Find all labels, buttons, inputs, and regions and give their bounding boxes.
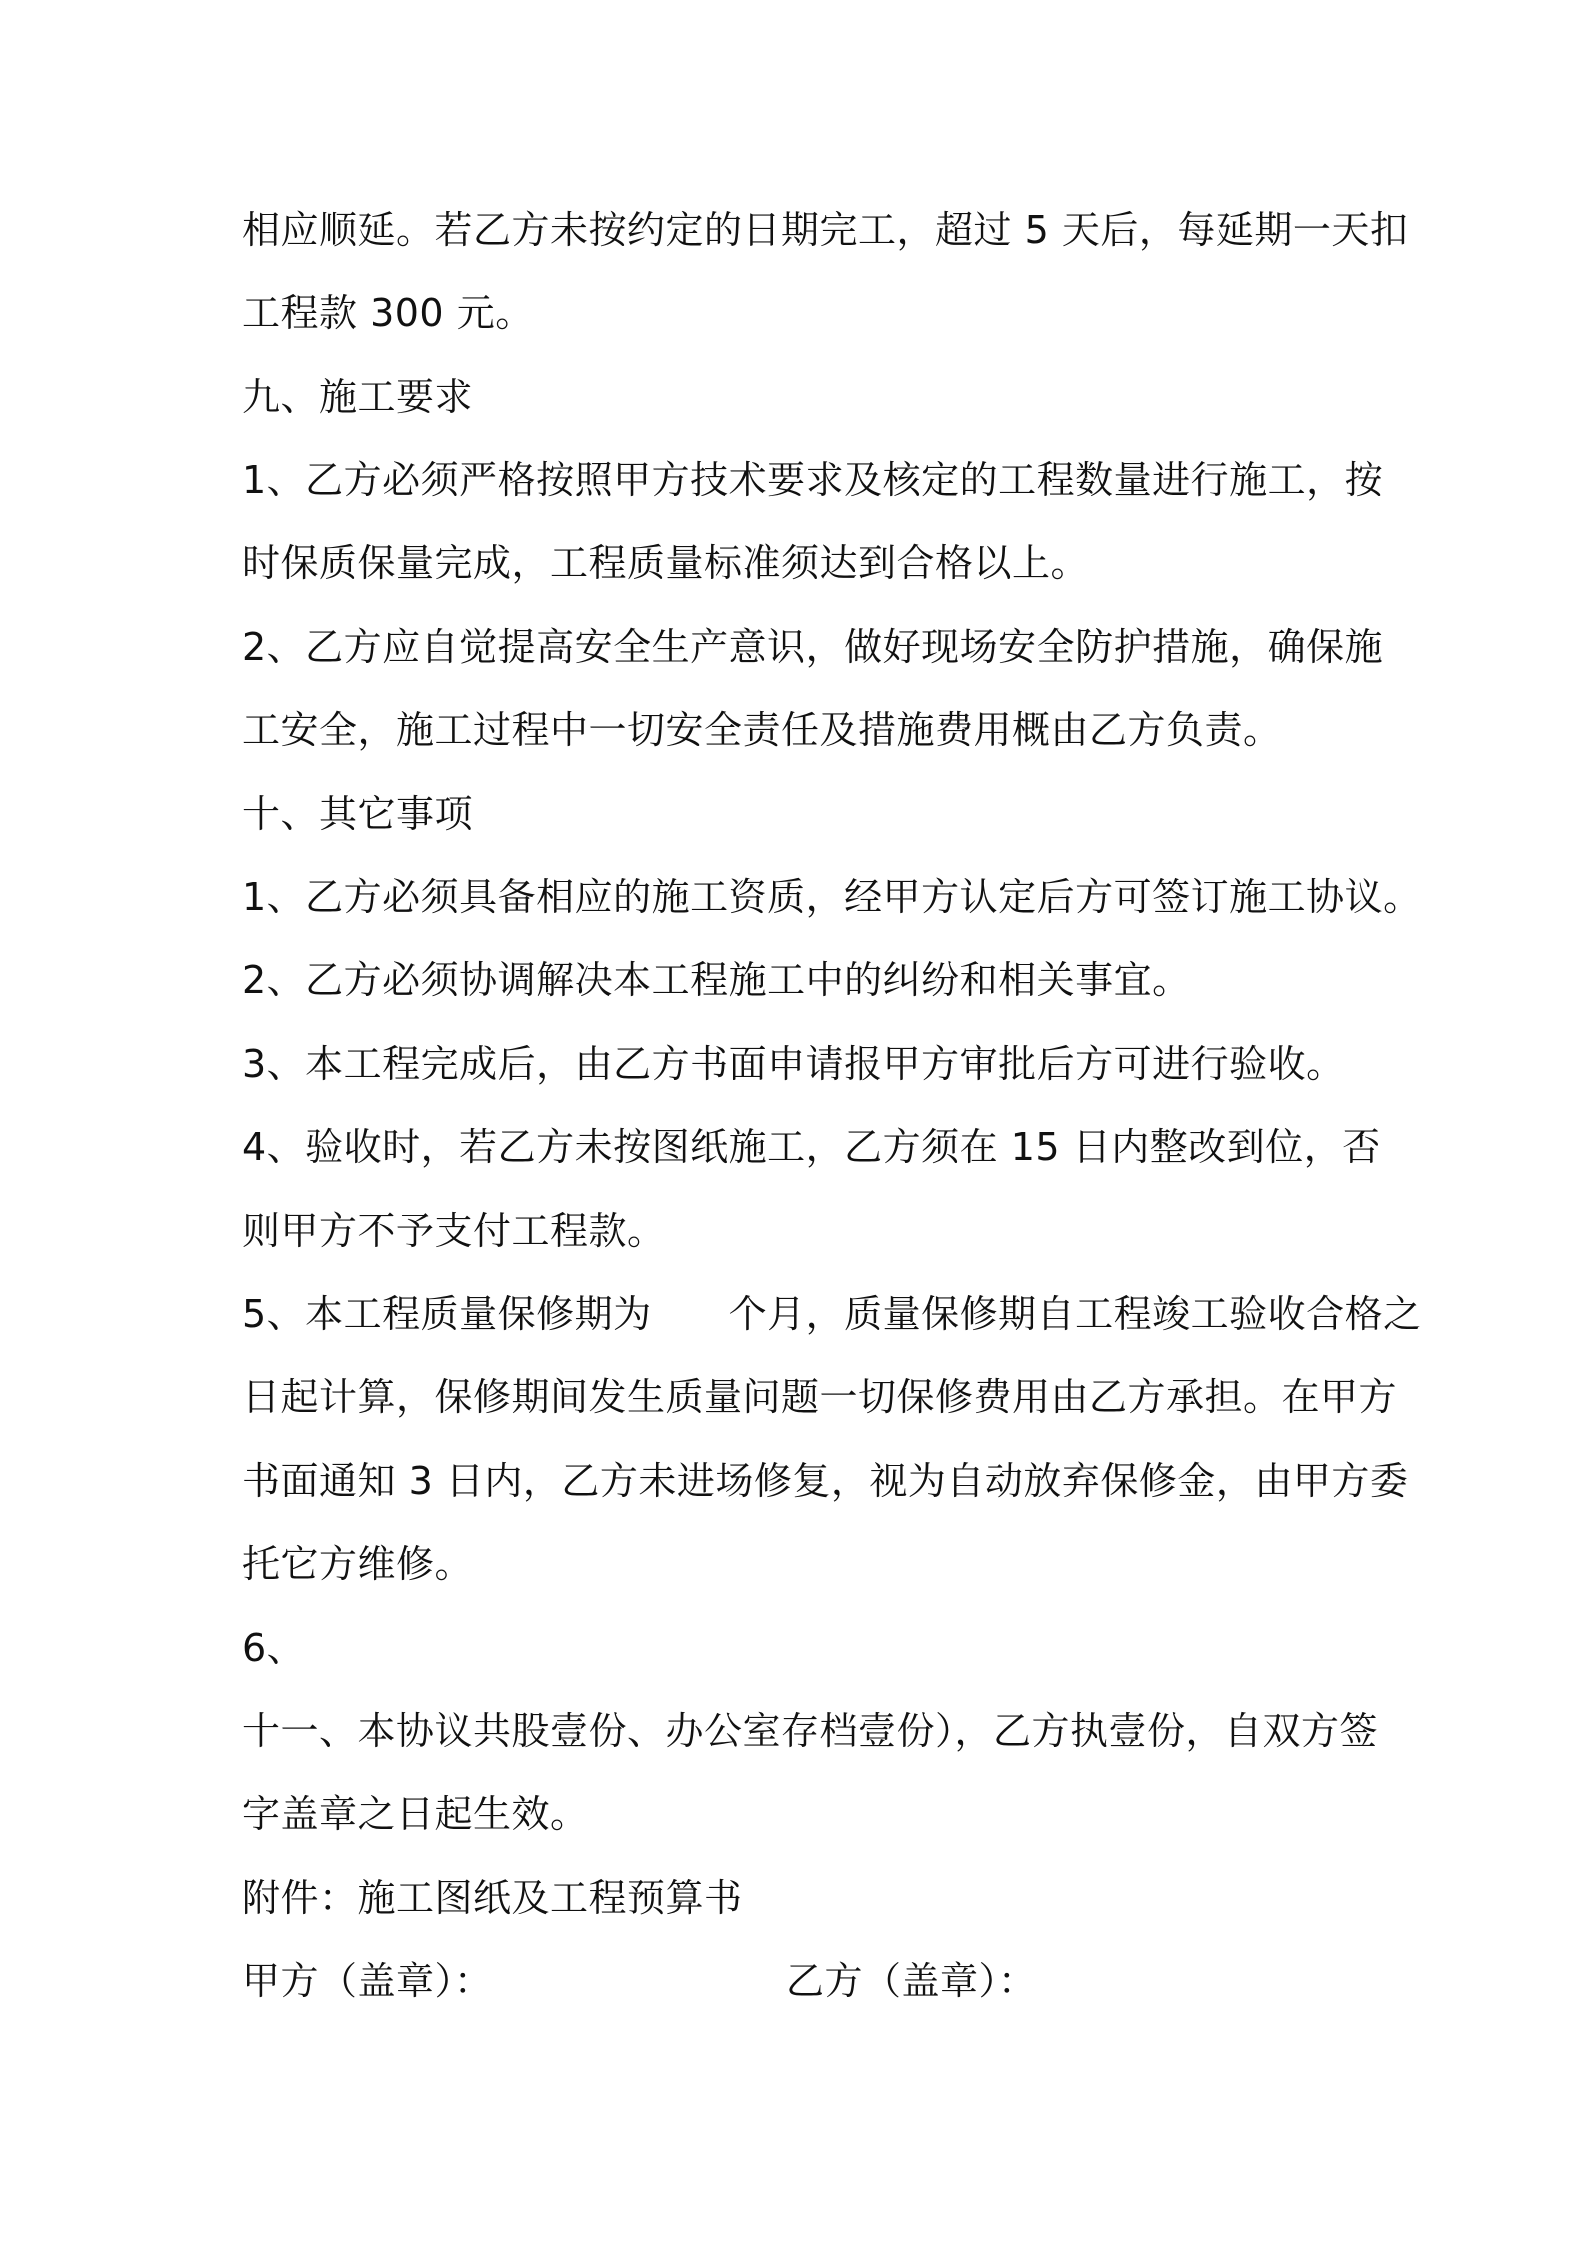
paragraph-line: 日起计算，保修期间发生质量问题一切保修费用由乙方承担。在甲方	[242, 1375, 1398, 1419]
paragraph-line: 5、本工程质量保修期为 个月，质量保修期自工程竣工验收合格之	[242, 1292, 1422, 1336]
paragraph-line: 6、	[242, 1626, 306, 1670]
paragraph-line: 2、乙方必须协调解决本工程施工中的纠纷和相关事宜。	[242, 958, 1191, 1002]
paragraph-line: 4、验收时，若乙方未按图纸施工，乙方须在 15 日内整改到位，否	[242, 1125, 1381, 1169]
paragraph-line: 则甲方不予支付工程款。	[242, 1209, 666, 1253]
paragraph-line: 3、本工程完成后，由乙方书面申请报甲方审批后方可进行验收。	[242, 1042, 1345, 1086]
attachment-line: 附件：施工图纸及工程预算书	[242, 1876, 743, 1920]
party-b-seal-label: 乙方（盖章）：	[786, 1959, 1037, 2003]
paragraph-line: 字盖章之日起生效。	[242, 1792, 589, 1836]
paragraph-line: 托它方维修。	[242, 1542, 474, 1586]
paragraph-line: 1、乙方必须严格按照甲方技术要求及核定的工程数量进行施工，按	[242, 458, 1384, 502]
paragraph-line: 工安全，施工过程中一切安全责任及措施费用概由乙方负责。	[242, 708, 1282, 752]
paragraph-line: 工程款 300 元。	[242, 291, 534, 335]
paragraph-line: 书面通知 3 日内，乙方未进场修复，视为自动放弃保修金，由甲方委	[242, 1459, 1409, 1503]
section-heading: 十、其它事项	[242, 792, 474, 836]
paragraph-line: 时保质保量完成，工程质量标准须达到合格以上。	[242, 541, 1090, 585]
paragraph-line: 十一、本协议共股壹份、办公室存档壹份），乙方执壹份，自双方签	[242, 1709, 1379, 1753]
section-heading: 九、施工要求	[242, 375, 474, 419]
paragraph-line: 1、乙方必须具备相应的施工资质，经甲方认定后方可签订施工协议。	[242, 875, 1422, 919]
paragraph-line: 相应顺延。若乙方未按约定的日期完工，超过 5 天后，每延期一天扣	[242, 208, 1409, 252]
paragraph-line: 2、乙方应自觉提高安全生产意识，做好现场安全防护措施，确保施	[242, 625, 1384, 669]
party-a-seal-label: 甲方（盖章）：	[242, 1959, 493, 2003]
